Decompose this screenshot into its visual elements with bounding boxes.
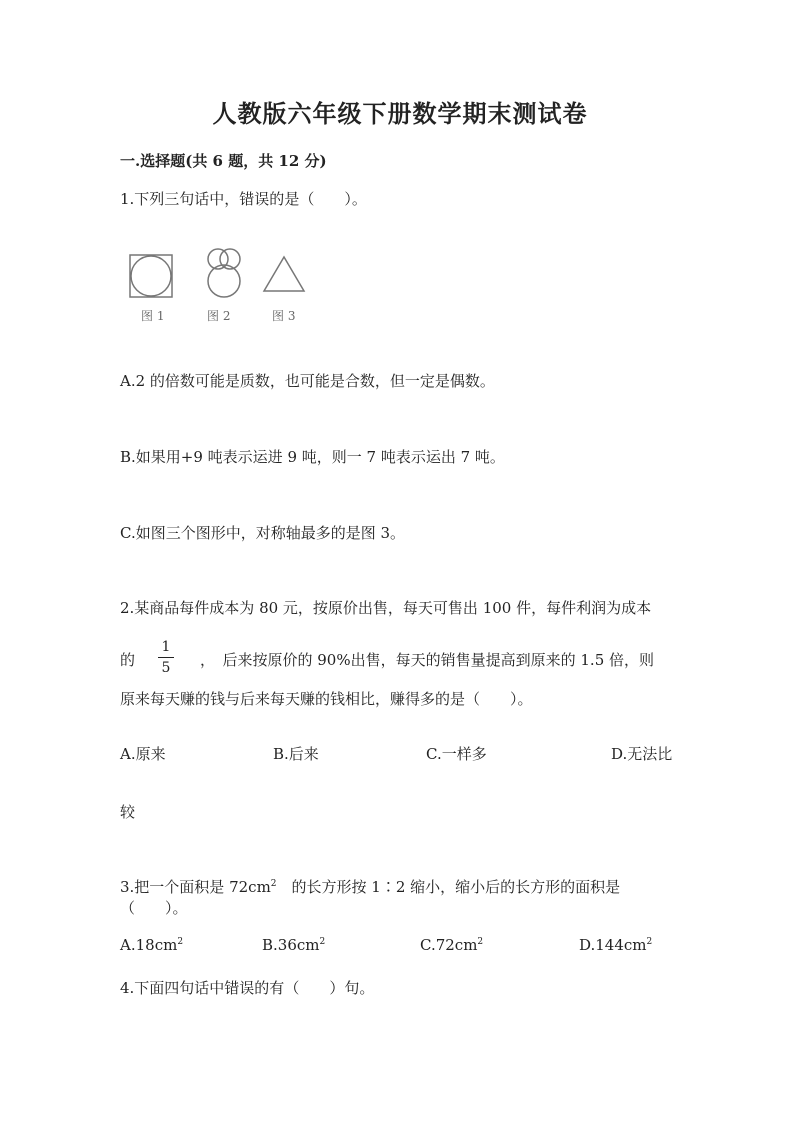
- q2-option-d-wrap: 较: [120, 803, 136, 821]
- q3-stem-line-2: （ ）。: [120, 899, 188, 917]
- q2-line-2-suffix: ， 后来按原价的 90%出售，每天的销售量提高到原来的 1.5 倍，则: [200, 651, 655, 669]
- q3-option-c-sup: 2: [477, 937, 484, 947]
- q3-option-a-text: A.18cm: [120, 936, 178, 954]
- figure-3-label: 图 3: [272, 309, 296, 323]
- q3-option-b-text: B.36cm: [262, 936, 320, 954]
- q3-option-a: [120, 936, 183, 954]
- q3-stem: [120, 876, 620, 897]
- section-heading: 一.选择题(共 6 题，共 12 分): [120, 152, 327, 170]
- figure-1: [130, 255, 172, 323]
- figure-1-label: 图 1: [141, 309, 165, 323]
- q2-option-d: D.无法比: [611, 745, 673, 763]
- q2-line-1: 2.某商品每件成本为 80 元，按原价出售，每天可售出 100 件，每件利润为成本: [120, 599, 652, 617]
- figure-3: [264, 257, 304, 323]
- q3-option-c-text: C.72cm: [420, 936, 478, 954]
- figure-2-label: 图 2: [207, 309, 231, 323]
- q3-option-d: [579, 936, 652, 954]
- q1-option-b: B.如果用+9 吨表示运进 9 吨，则一 7 吨表示运出 7 吨。: [120, 448, 505, 466]
- q3-stem-sup: 2: [270, 879, 277, 889]
- figure-2: [207, 249, 240, 323]
- q4-stem: 4.下面四句话中错误的有（ ）句。: [120, 979, 375, 997]
- q3-option-d-sup: 2: [646, 937, 653, 947]
- fraction-denominator: 5: [161, 660, 171, 676]
- q3-stem-post: 的长方形按 1∶2 缩小，缩小后的长方形的面积是: [276, 878, 621, 896]
- fraction-numerator: 1: [161, 639, 171, 655]
- q3-option-c: [420, 936, 483, 954]
- q1-figures: [125, 245, 315, 330]
- q2-option-a: A.原来: [120, 745, 166, 763]
- q3-option-a-sup: 2: [177, 937, 184, 947]
- q1-option-c: C.如图三个图形中，对称轴最多的是图 3。: [120, 524, 406, 542]
- q3-option-d-text: D.144cm: [579, 936, 647, 954]
- q2-line-2-prefix: 的: [120, 651, 136, 669]
- q3-option-b-sup: 2: [319, 937, 326, 947]
- q2-option-b: B.后来: [273, 745, 319, 763]
- fraction-one-fifth: [158, 640, 174, 675]
- q3-option-b: [262, 936, 325, 954]
- q1-option-a: A.2 的倍数可能是质数，也可能是合数，但一定是偶数。: [120, 372, 495, 390]
- q2-line-3: 原来每天赚的钱与后来每天赚的钱相比，赚得多的是（ ）。: [120, 690, 533, 708]
- q2-option-c: C.一样多: [426, 745, 487, 763]
- q3-stem-pre: 3.把一个面积是 72cm: [120, 878, 271, 896]
- fraction-bar: [158, 657, 174, 658]
- page-title: 人教版六年级下册数学期末测试卷: [212, 99, 588, 128]
- q1-stem: 1.下列三句话中，错误的是（ ）。: [120, 190, 367, 208]
